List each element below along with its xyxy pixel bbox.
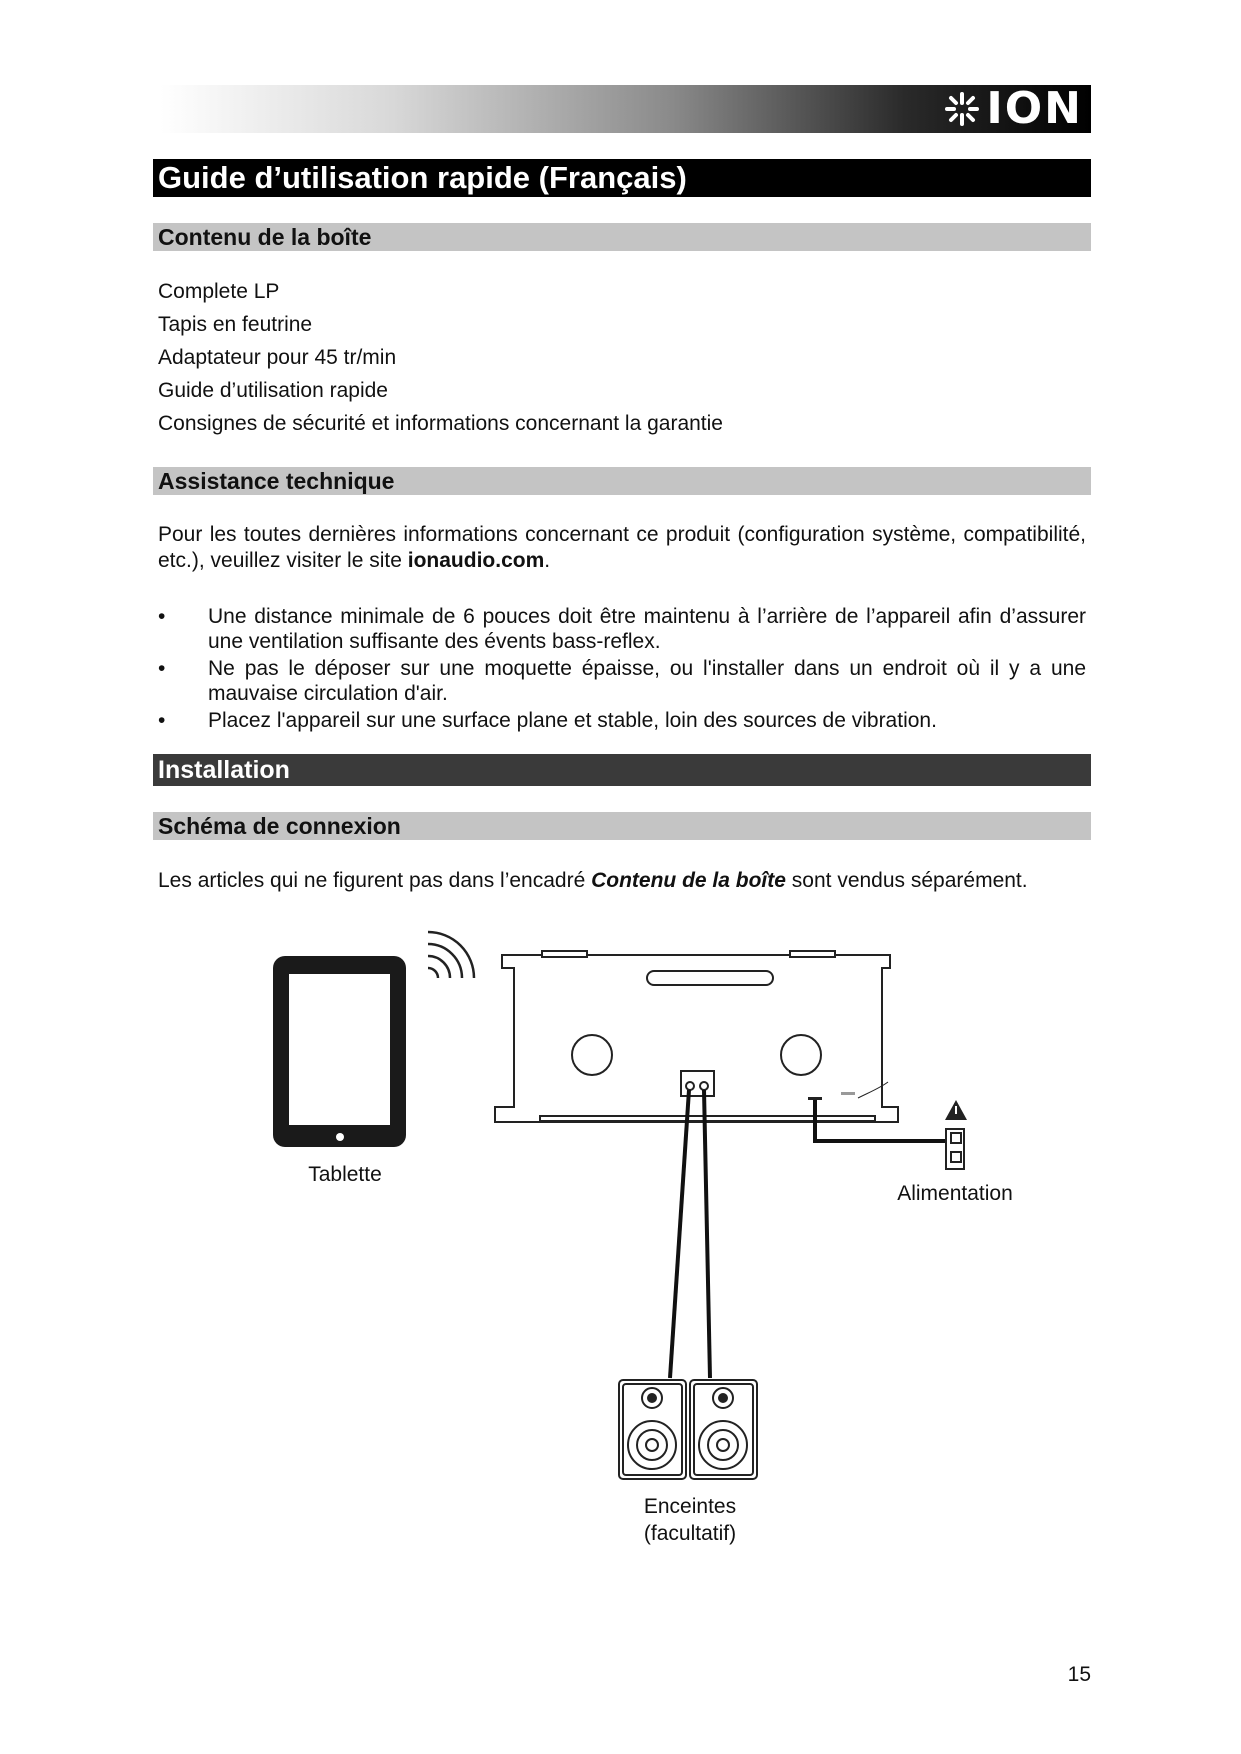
page-title: Guide d’utilisation rapide (Français) — [153, 159, 1091, 197]
list-item: Guide d’utilisation rapide — [158, 379, 388, 402]
support-text: Pour les toutes dernières informations concernant ce produit (configuration système, compatibilité, etc.), veuillez visiter le site — [158, 523, 1086, 572]
support-heading: Assistance technique — [153, 467, 1091, 495]
speaker-left-icon — [619, 1380, 686, 1479]
note-text: Les articles qui ne figurent pas dans l’encadré — [158, 869, 592, 892]
turntable-rear-icon — [495, 951, 898, 1122]
bullet-item: • Une distance minimale de 6 pouces doit être maintenu à l’arrière de l’appareil afin d’assurer une ventilation suffisante des évents bass-reflex. — [158, 604, 1086, 654]
bullet-item: • Ne pas le déposer sur une moquette épaisse, ou l'installer dans un endroit où il y a une mauvaise circulation d'air. — [158, 656, 1086, 706]
speakers-optional-label: (facultatif) — [643, 1522, 737, 1545]
tablet-icon — [273, 956, 406, 1147]
list-item: Consignes de sécurité et informations concernant la garantie — [158, 412, 723, 435]
list-item: Tapis en feutrine — [158, 313, 313, 336]
note-emphasis: Contenu de la boîte — [591, 869, 786, 892]
speakers-label: Enceintes — [643, 1495, 737, 1518]
power-label: Alimentation — [897, 1182, 1013, 1205]
installation-heading: Installation — [153, 754, 1091, 786]
wireless-signal-icon — [428, 932, 474, 978]
page-number: 15 — [1067, 1663, 1091, 1686]
connection-diagram-heading: Schéma de connexion — [153, 812, 1091, 840]
support-text-end: . — [544, 549, 551, 572]
list-item: Adaptateur pour 45 tr/min — [158, 346, 397, 369]
note-text-end: sont vendus séparément. — [785, 869, 1028, 892]
power-outlet-icon — [946, 1129, 964, 1169]
speaker-right-icon — [690, 1380, 757, 1479]
tablet-label: Tablette — [308, 1163, 382, 1186]
logo-text: ION — [986, 83, 1083, 134]
warning-icon — [945, 1100, 967, 1120]
speaker-cables — [670, 1090, 710, 1378]
bullet-item: • Placez l'appareil sur une surface plane et stable, loin des sources de vibration. — [158, 708, 1086, 733]
support-site-link[interactable]: ionaudio.com — [407, 549, 545, 572]
list-item: Complete LP — [158, 280, 280, 303]
box-contents-heading: Contenu de la boîte — [153, 223, 1091, 251]
